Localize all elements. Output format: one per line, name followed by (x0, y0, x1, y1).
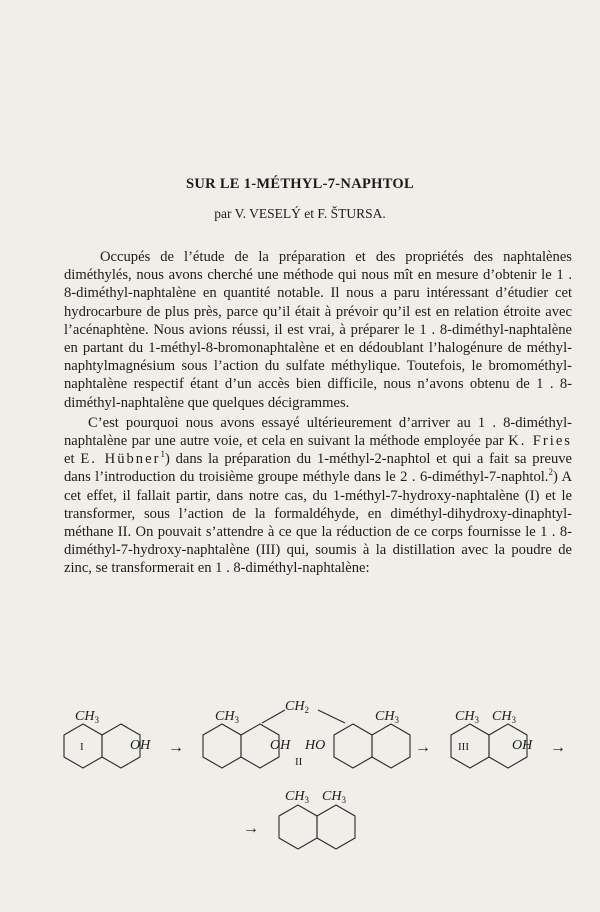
arrow-2: → (415, 739, 431, 756)
ring-2d (372, 724, 410, 768)
paragraph-2 (64, 414, 572, 578)
arrow-3: → (550, 739, 566, 756)
paragraph-2-part-2: ) dans la préparation du 1-méthyl-2-naphtol et qui a fait sa preuve dans l’introduction du troisième groupe méthyle dans le 2 . 6-diméthyl-7-naphtol. (64, 451, 573, 486)
reaction-scheme (0, 690, 600, 890)
author-name-fries: K. Fries (508, 433, 572, 450)
ch3-label-1: $CH_3$ (75, 709, 99, 725)
compound-label-2: II (295, 756, 303, 768)
article-title: SUR LE 1-MÉTHYL-7-NAPHTOL (186, 176, 414, 192)
article-authors: par V. VESELÝ et F. ŠTURSA. (214, 206, 386, 221)
ch2-label: $CH_2$ (285, 699, 309, 715)
article-body (64, 248, 572, 578)
ch3-label-2b: $CH_3$ (375, 709, 399, 725)
oh-label-2: OH (270, 738, 291, 753)
arrow-4: → (243, 820, 259, 837)
ring-2c (334, 724, 372, 768)
paragraph-2-part-3: ) A cet effet, il fallait partir, dans notre cas, du 1-méthyl-7-hydroxy-naphtalène (I) et le transformer, sous l’action de la formaldéhyde, en diméthyl-dihydroxy-dinaphtyl-méthane II. On pouvait s’attendre à ce que la réduction de ce corps fournisse le 1 . 8-diméthyl-7-hydroxy-naphtalène (III) qui, soumis à la distillation avec la poudre de zinc, se transformerait en 1 . 8-diméthyl-naphtalène: (64, 469, 572, 577)
compound-label-3: III (458, 741, 469, 753)
compound-label-1: I (80, 741, 84, 753)
ring-3a (451, 724, 489, 768)
ch3-label-2a: $CH_3$ (215, 709, 239, 725)
footnote-ref-2: 2 (548, 467, 553, 478)
ch3-label-4b: $CH_3$ (322, 789, 346, 805)
author-name-huebner: E. Hübner (80, 451, 161, 468)
arrow-1: → (168, 739, 184, 756)
paragraph-2-part-1: C’est pourquoi nous avons essayé ultérieurement d’arriver au 1 . 8-diméthyl-naphtalène par une autre voie, et cela en suivant la méthode employée par (64, 414, 572, 450)
ho-label-2: HO (305, 738, 326, 753)
bridge-left (262, 710, 285, 723)
ch3-label-3a: $CH_3$ (455, 709, 479, 725)
conjunction: et (64, 451, 75, 468)
footnote-ref-1: 1 (160, 449, 165, 460)
ch3-label-4a: $CH_3$ (285, 789, 309, 805)
bridge-right (318, 710, 345, 723)
ring-4b (317, 805, 355, 849)
ch3-label-3b: $CH_3$ (492, 709, 516, 725)
paragraph-1: Occupés de l’étude de la préparation et des propriétés des naphtalènes diméthylés, nous avons cherché une méthode qui nous mît en mesure d’obtenir le 1 . 8-diméthyl-naphtalène en quantité notable. Il nous a paru intéressant d’étudier cet hydrocarbure de plus près, parce qu’il était à prévoir qu’il est en relation étroite avec l’acénaphtène. Nous avions réussi, il est vrai, à préparer le 1 . 8-diméthyl-naphtalène en partant du 1-méthyl-8-bromonaphtalène et en dédoublant l’halogénure de méthyl-naphtylmagnésium sous l’action du sulfate méthylique. Toutefois, le bromométhyl-naphtalène respectif étant d’un accès bien difficile, nous n’avons obtenu de 1 . 8-diméthyl-naphtalène que quelques décigrammes. (64, 249, 572, 411)
oh-label-3: OH (512, 738, 533, 753)
ring-4a (279, 805, 317, 849)
ring-2a (203, 724, 241, 768)
oh-label-1: OH (130, 738, 151, 753)
